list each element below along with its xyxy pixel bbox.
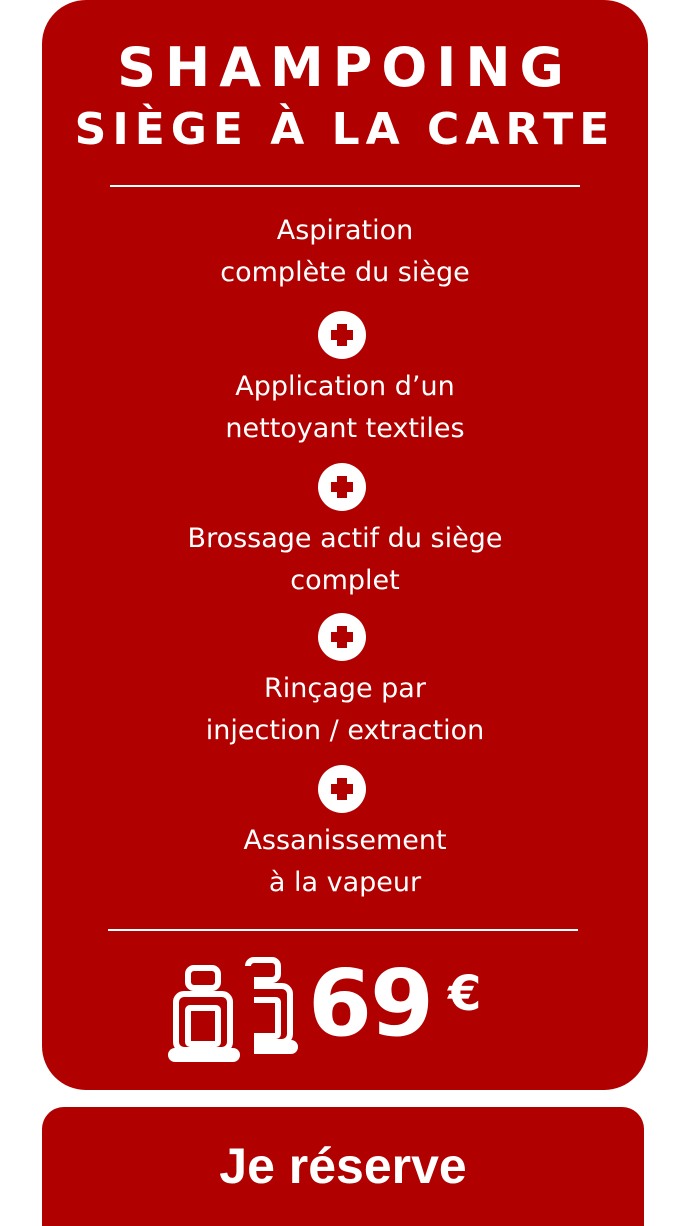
plus-icon [318,463,366,511]
price-currency: € [448,966,482,1022]
step-line: Rinçage par [264,673,426,704]
offer-title-line1: SHAMPOING [117,36,573,99]
price-row [166,950,526,1066]
top-divider [110,185,580,187]
bottom-divider [108,929,578,931]
plus-icon [318,765,366,813]
step-line: à la vapeur [268,867,422,898]
step-line: Aspiration [276,215,414,246]
price-amount: 69 [308,950,433,1057]
reserve-button[interactable]: Je réserve [42,1107,644,1226]
step-line: Assanissement [243,825,447,856]
plus-icon [318,613,366,661]
step-line: nettoyant textiles [225,413,465,444]
offer-card [42,0,648,1090]
step-line: Application d’un [235,371,455,402]
offer-title-line2: SIÈGE À LA CARTE [74,104,616,155]
step-line: complète du siège [220,257,470,288]
step-steam [42,820,648,904]
step-line: Brossage actif du siège [187,523,503,554]
step-brushing [42,518,648,602]
step-line: complet [290,565,400,596]
plus-icon [318,311,366,359]
step-cleaner [42,366,648,450]
step-vacuum [42,210,648,294]
step-rinsing [42,668,648,752]
car-seats-icon [166,956,302,1068]
step-line: injection / extraction [205,715,485,746]
